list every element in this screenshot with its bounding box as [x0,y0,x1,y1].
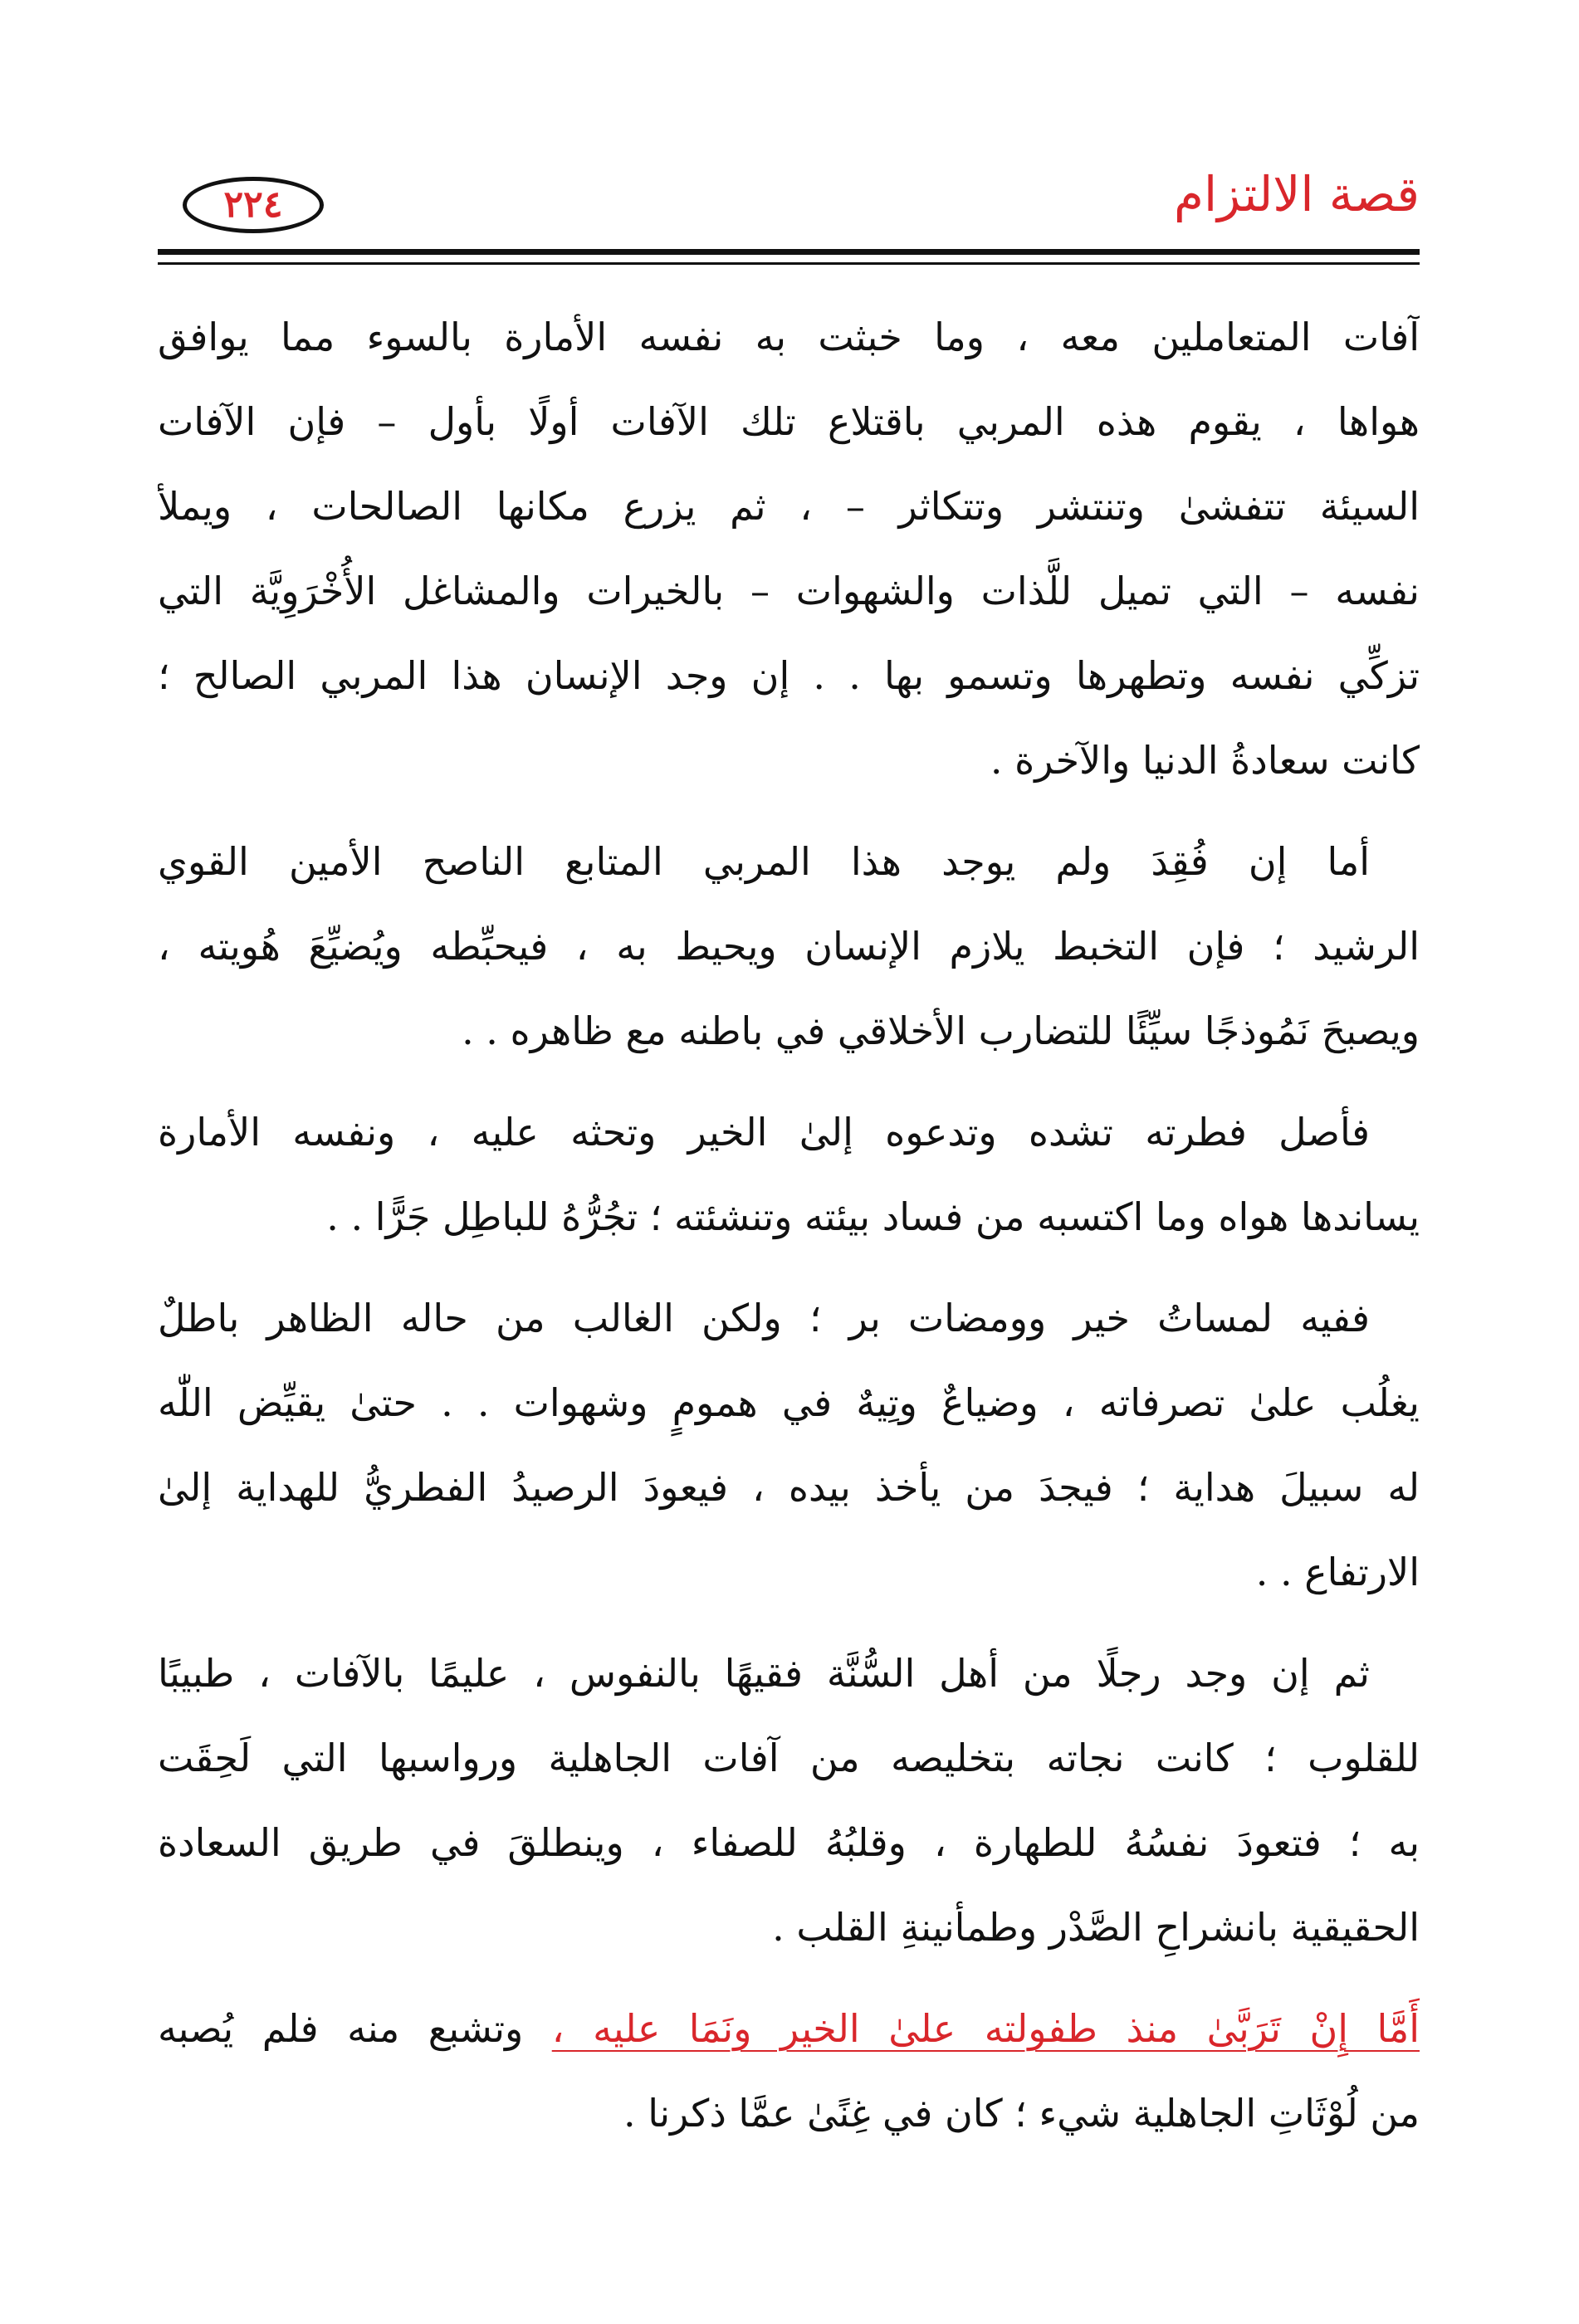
text-line: له سبيلَ هداية ؛ فيجدَ من يأخذ بيده ، فيعودَ الرصيدُ الفطريُّ للهداية إلىٰ [158,1465,1420,1510]
text-line: ففيه لمساتُ خير وومضات بر ؛ ولكن الغالب من حاله الظاهر باطلٌ [158,1296,1370,1340]
text-line: يغلُب علىٰ تصرفاته ، وضياعٌ وتِيهٌ في همومٍ وشهوات . . حتىٰ يقيِّض اللّٰه [158,1380,1420,1425]
text-line: نفسه – التي تميل للَّذات والشهوات – بالخيرات والمشاغل الأُخْرَوِيَّة التي [158,569,1420,613]
text-line: الحقيقية بانشراحِ الصَّدْر وطمأنينةِ القلب . [772,1905,1420,1950]
paragraph-3 [158,1090,1420,1259]
text-line [158,1986,1420,2071]
paragraph-5 [158,1631,1420,1970]
page-header [158,145,1420,253]
text-line: أما إن فُقِدَ ولم يوجد هذا المربي المتابع الناصح الأمين القوي [158,839,1370,884]
body-text [158,295,1420,2172]
page-number: ٢٢٤ [223,183,283,226]
paragraph-1 [158,295,1420,803]
text-line: الارتفاع . . [1255,1550,1420,1594]
header-rule-thin [158,262,1420,265]
text-line: للقلوب ؛ كانت نجاته بتخليصه من آفات الجاهلية ورواسبها التي لَحِقَت [158,1736,1420,1780]
paragraph-2 [158,819,1420,1073]
text-line: السيئة تتفشىٰ وتنتشر وتتكاثر – ، ثم يزرع مكانها الصالحات ، ويملأ [158,484,1420,529]
text-line: الرشيد ؛ فإن التخبط يلازم الإنسان ويحيط به ، فيحبِّطه ويُضيِّعَ هُويته ، [158,924,1420,969]
page-number-badge [183,177,324,233]
header-rule-thick [158,249,1420,255]
text-line: هواها ، يقوم هذه المربي باقتلاع تلك الآفات أولًا بأول – فإن الآفات [158,399,1420,444]
text-line: ثم إن وجد رجلًا من أهل السُّنَّة فقيهًا بالنفوس ، عليمًا بالآفات ، طبيبًا [158,1651,1370,1696]
text-segment: وتشبع منه فلم يُصبه [158,2006,552,2051]
text-line: يساندها هواه وما اكتسبه من فساد بيئته وتنشئته ؛ تجُرُّهُ للباطِل جَرًّا . . [326,1194,1420,1239]
book-title: قصة الالتزام [1174,166,1420,222]
paragraph-6 [158,1986,1420,2156]
paragraph-4 [158,1276,1420,1614]
text-line: فأصل فطرته تشده وتدعوه إلىٰ الخير وتحثه عليه ، ونفسه الأمارة [158,1110,1370,1155]
text-line: من لُوْثَاتِ الجاهلية شيء ؛ كان في غِنًىٰ عمَّا ذكرنا . [623,2091,1420,2136]
text-line: آفات المتعاملين معه ، وما خبثت به نفسه الأمارة بالسوء مما يوافق [158,315,1420,359]
text-line: به ؛ فتعودَ نفسُهُ للطهارة ، وقلبُهُ للصفاء ، وينطلقَ في طريق السعادة [158,1820,1420,1865]
text-line: كانت سعادةُ الدنيا والآخرة . [990,738,1420,783]
text-line: تزكِّي نفسه وتطهرها وتسمو بها . . إن وجد الإنسان هذا المربي الصالح ؛ [158,653,1420,698]
highlighted-phrase: أَمَّا إِنْ تَرَبَّىٰ منذ طفولته علىٰ الخير ونَمَا عليه ، [551,2006,1420,2051]
text-line: ويصبحَ نَمُوذجًا سيِّئًا للتضارب الأخلاقي في باطنه مع ظاهره . . [462,1008,1420,1053]
